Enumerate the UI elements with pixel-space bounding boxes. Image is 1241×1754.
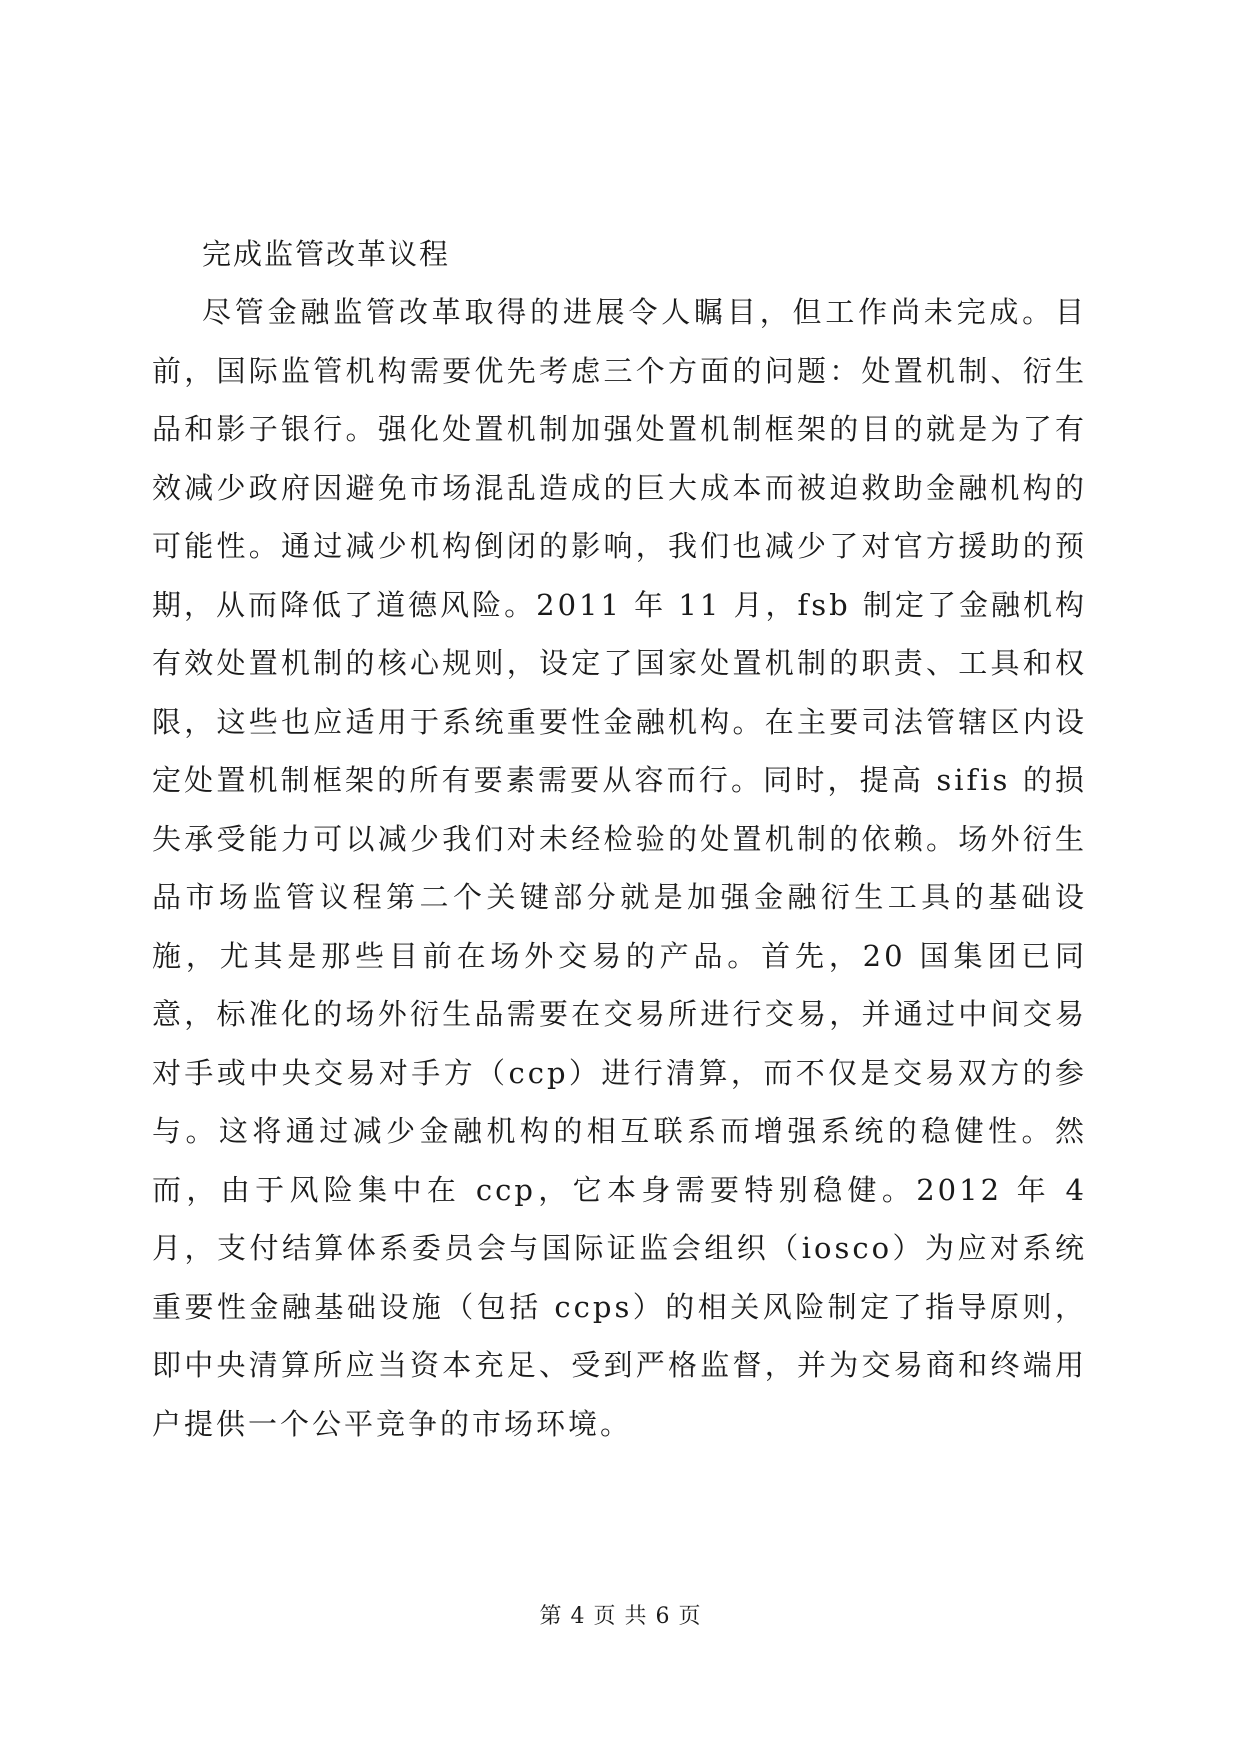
document-body [152, 225, 1087, 1453]
body-paragraph: 尽管金融监管改革取得的进展令人瞩目，但工作尚未完成。目前，国际监管机构需要优先考虑三个方面的问题：处置机制、衍生品和影子银行。强化处置机制加强处置机制框架的目的就是为了有效减少政府因避免市场混乱造成的巨大成本而被迫救助金融机构的可能性。通过减少机构倒闭的影响，我们也减少了对官方援助的预期，从而降低了道德风险。2011 年 11 月，fsb 制定了金融机构有效处置机制的核心规则，设定了国家处置机制的职责、工具和权限，这些也应适用于系统重要性金融机构。在主要司法管辖区内设定处置机制框架的所有要素需要从容而行。同时，提高 sifis 的损失承受能力可以减少我们对未经检验的处置机制的依赖。场外衍生品市场监管议程第二个关键部分就是加强金融衍生工具的基础设施，尤其是那些目前在场外交易的产品。首先，20 国集团已同意，标准化的场外衍生品需要在交易所进行交易，并通过中间交易对手或中央交易对手方（ccp）进行清算，而不仅是交易双方的参与。这将通过减少金融机构的相互联系而增强系统的稳健性。然而，由于风险集中在 ccp，它本身需要特别稳健。2012 年 4 月，支付结算体系委员会与国际证监会组织（iosco）为应对系统重要性金融基础设施（包括 ccps）的相关风险制定了指导原则，即中央清算所应当资本充足、受到严格监督，并为交易商和终端用户提供一个公平竞争的市场环境。 [152, 295, 1087, 1441]
page-number-footer: 第 4 页 共 6 页 [539, 1604, 702, 1629]
section-heading: 完成监管改革议程 [202, 237, 451, 271]
